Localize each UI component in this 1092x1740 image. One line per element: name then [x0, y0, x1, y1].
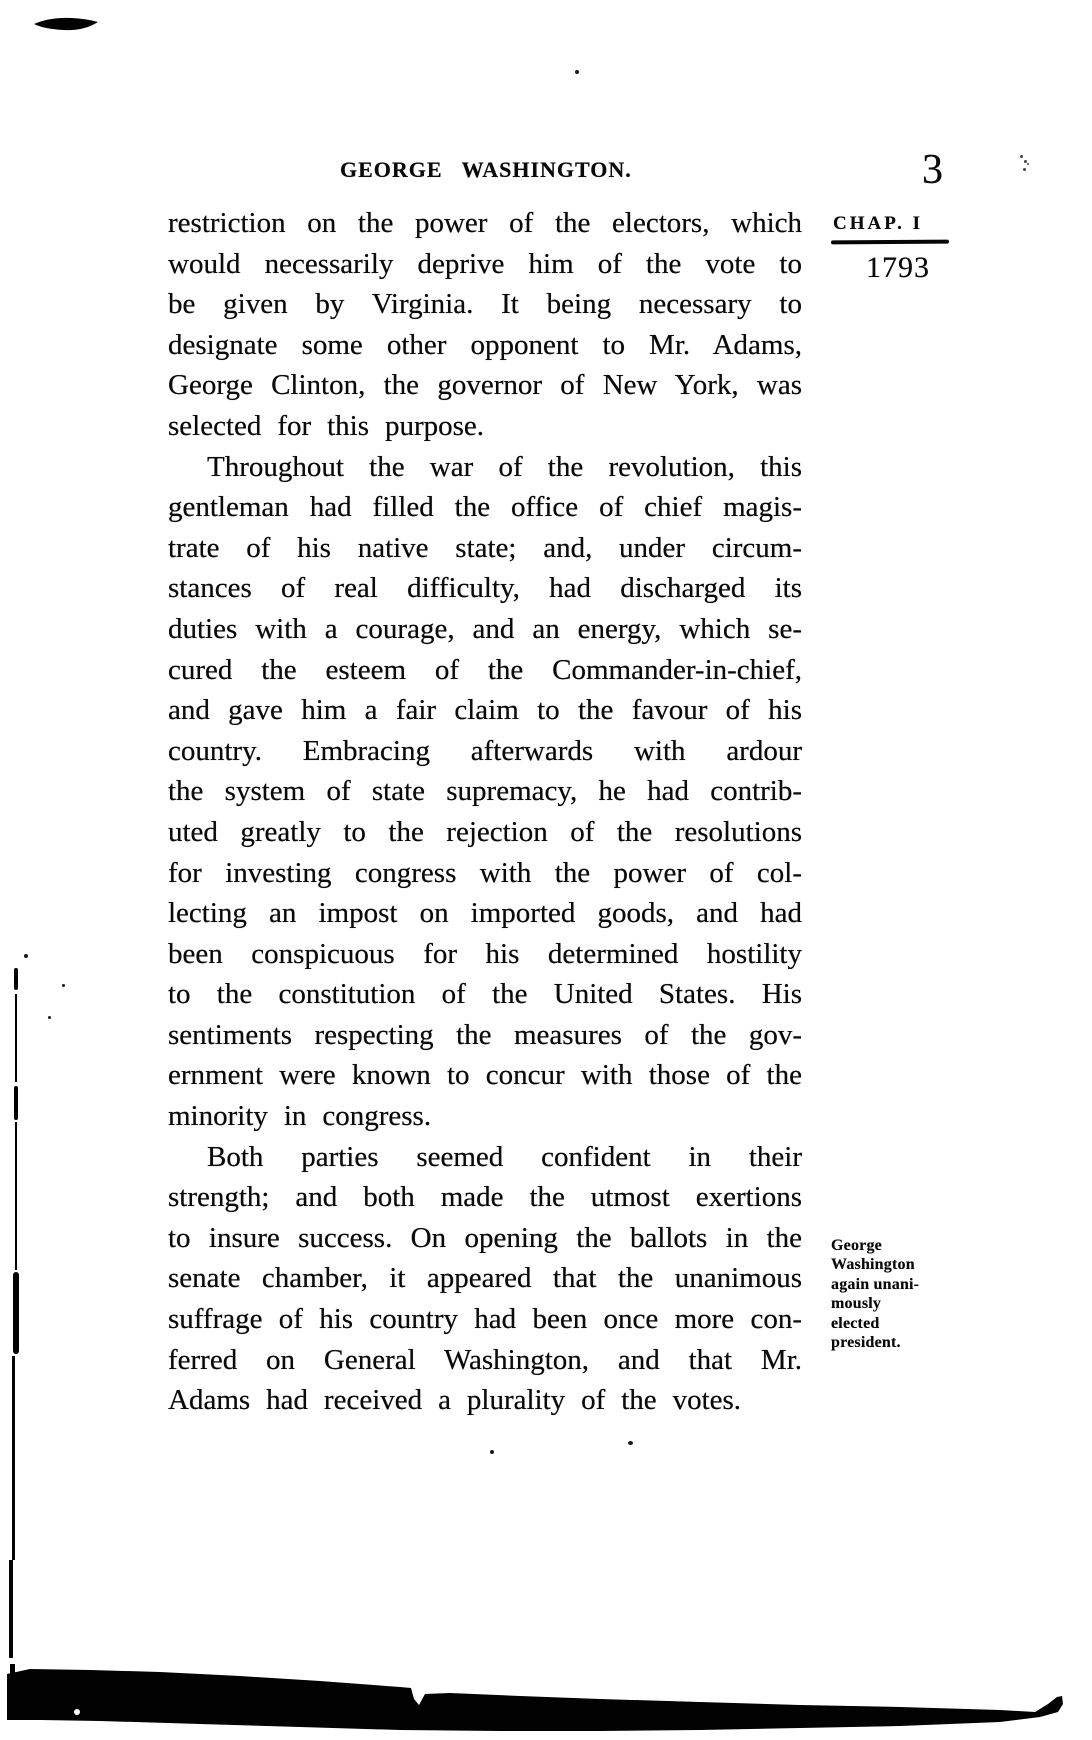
ink-smudge-artifact: [32, 14, 108, 40]
text-line: senate chamber, it appeared that the unanimous: [168, 1262, 802, 1295]
margin-sidenote: [831, 1236, 951, 1352]
stray-dot-mark: [1020, 155, 1023, 158]
body-text: [168, 203, 802, 1421]
text-line: uted greatly to the rejection of the resolutions: [168, 815, 802, 848]
left-edge-line-artifact: [14, 968, 18, 990]
text-line: strength; and both made the utmost exertions: [168, 1181, 802, 1214]
text-line: for investing congress with the power of col-: [168, 856, 802, 889]
stray-speck: [48, 1016, 51, 1019]
text-line: cured the esteem of the Commander-in-chief,: [168, 653, 802, 686]
margin-year: 1793: [866, 251, 930, 284]
text-line: Adams had received a plurality of the votes.: [168, 1384, 742, 1417]
text-line: designate some other opponent to Mr. Adams,: [168, 328, 802, 361]
gutter-shadow-artifact: [0, 1660, 1092, 1740]
text-line: ernment were known to concur with those of the: [168, 1059, 802, 1092]
text-line: the system of state supremacy, he had contrib-: [168, 775, 802, 808]
text-line: and gave him a fair claim to the favour of his: [168, 694, 802, 727]
left-edge-line-artifact: [15, 1122, 17, 1270]
stray-speck: [575, 70, 579, 74]
stray-dot-mark: [1027, 163, 1029, 165]
stray-speck: [24, 954, 28, 958]
sidenote-line: again unani-: [831, 1275, 920, 1293]
margin-chapter-label: CHAP. I: [833, 213, 923, 234]
stray-speck: [628, 1441, 633, 1445]
text-line: gentleman had filled the office of chief magis-: [168, 491, 802, 524]
sidenote-line: mously: [831, 1295, 882, 1313]
text-line: duties with a courage, and an energy, which se-: [168, 612, 802, 645]
sidenote-line: president.: [831, 1334, 901, 1352]
page-number: 3: [922, 147, 943, 193]
sidenote-line: Washington: [831, 1256, 915, 1274]
text-line: George Clinton, the governor of New York, was: [168, 369, 802, 402]
stray-dot-mark: [1023, 168, 1026, 171]
text-line: suffrage of his country had been once more con-: [168, 1303, 802, 1336]
sidenote-line: elected: [831, 1314, 880, 1332]
left-edge-line-artifact: [9, 1560, 13, 1658]
text-line: Throughout the war of the revolution, this: [207, 450, 802, 483]
margin-rule: [831, 240, 949, 245]
text-line: sentiments respecting the measures of the gov-: [168, 1018, 802, 1051]
running-header: GEORGE WASHINGTON.: [340, 157, 632, 182]
text-line: to the constitution of the United States. His: [168, 978, 802, 1011]
stray-speck: [490, 1450, 494, 1454]
text-line: to insure success. On opening the ballots in the: [168, 1221, 802, 1254]
text-line: trate of his native state; and, under circum-: [168, 531, 802, 564]
text-line: would necessarily deprive him of the vote to: [168, 247, 802, 280]
left-edge-line-artifact: [12, 1356, 15, 1560]
text-line: restriction on the power of the electors, which: [168, 207, 802, 239]
text-line: ferred on General Washington, and that Mr.: [168, 1343, 802, 1376]
text-line: stances of real difficulty, had discharged its: [168, 572, 802, 605]
left-edge-line-artifact: [15, 994, 17, 1082]
stray-speck: [62, 984, 65, 987]
left-edge-line-artifact: [14, 1086, 18, 1120]
text-line: be given by Virginia. It being necessary to: [168, 288, 802, 321]
text-line: lecting an impost on imported goods, and had: [168, 897, 802, 930]
text-line: selected for this purpose.: [168, 409, 485, 442]
text-line: Both parties seemed confident in their: [207, 1140, 802, 1173]
text-line: been conspicuous for his determined hostility: [168, 937, 802, 970]
sidenote-line: George: [831, 1237, 882, 1254]
text-line: minority in congress.: [168, 1100, 432, 1133]
text-line: country. Embracing afterwards with ardour: [168, 734, 802, 767]
left-edge-line-artifact: [13, 1272, 19, 1354]
